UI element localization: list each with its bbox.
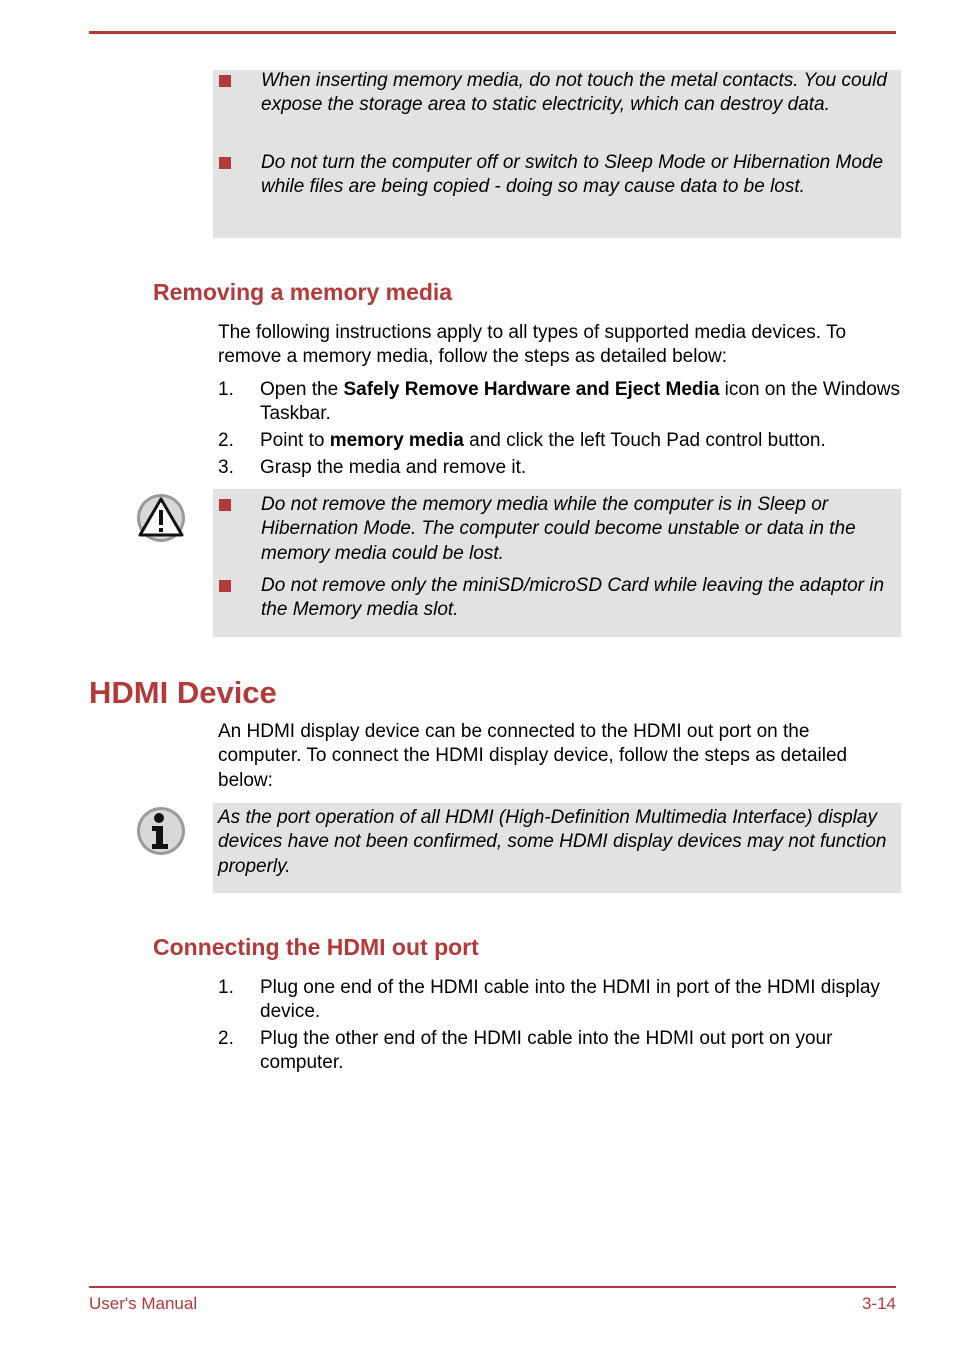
step-number: 1. [218, 977, 234, 998]
section-heading-removing: Removing a memory media [153, 279, 453, 305]
bullet-square-icon [219, 157, 231, 169]
step-number: 3. [218, 457, 234, 478]
step-text: Open the Safely Remove Hardware and Eject Media icon on the Windows Taskbar. [260, 379, 900, 425]
section-heading-connecting: Connecting the HDMI out port [153, 934, 479, 960]
step-number: 2. [218, 1028, 234, 1049]
info-note-box [213, 803, 901, 893]
step-text: Point to memory media and click the left Touch Pad control button. [260, 430, 826, 451]
info-icon [134, 804, 188, 858]
step-text: Grasp the media and remove it. [260, 457, 527, 478]
note-bullet-text: Do not remove the memory media while the computer is in Sleep or Hibernation Mode. The computer could become unstable or data in the memory media could be lost. [261, 494, 856, 564]
note-bullet-text: When inserting memory media, do not touch the metal contacts. You could expose the storage area to static electricity, which can destroy data. [261, 70, 887, 116]
bullet-square-icon [219, 499, 231, 511]
hdmi-intro: An HDMI display device can be connected to the HDMI out port on the computer. To connect the HDMI display device, follow the steps as detailed below: [218, 721, 848, 791]
caution-note-box [213, 70, 901, 238]
bullet-square-icon [219, 75, 231, 87]
note-bullet-text: Do not remove only the miniSD/microSD Card while leaving the adaptor in the Memory media slot. [261, 575, 885, 621]
section-heading-hdmi: HDMI Device [89, 675, 277, 710]
warning-note-box [213, 489, 901, 637]
footer-rule [89, 1286, 896, 1288]
step-text: Plug one end of the HDMI cable into the HDMI in port of the HDMI display device. [260, 977, 880, 1023]
footer-title: User's Manual [89, 1294, 198, 1313]
note-bullet-text: Do not turn the computer off or switch to Sleep Mode or Hibernation Mode while files are being copied - doing so may cause data to be lost. [261, 152, 884, 198]
warning-icon [134, 491, 188, 545]
step-number: 1. [218, 379, 234, 400]
step-number: 2. [218, 430, 234, 451]
bullet-square-icon [219, 580, 231, 592]
page-number: 3-14 [861, 1294, 896, 1313]
info-note-text: As the port operation of all HDMI (High-Definition Multimedia Interface) display devices have not been confirmed, some HDMI display devices may not function properly. [218, 807, 887, 877]
removing-intro: The following instructions apply to all types of supported media devices. To remove a memory media, follow the steps as detailed below: [218, 322, 847, 368]
header-rule [89, 31, 896, 34]
step-text: Plug the other end of the HDMI cable into the HDMI out port on your computer. [260, 1028, 833, 1074]
